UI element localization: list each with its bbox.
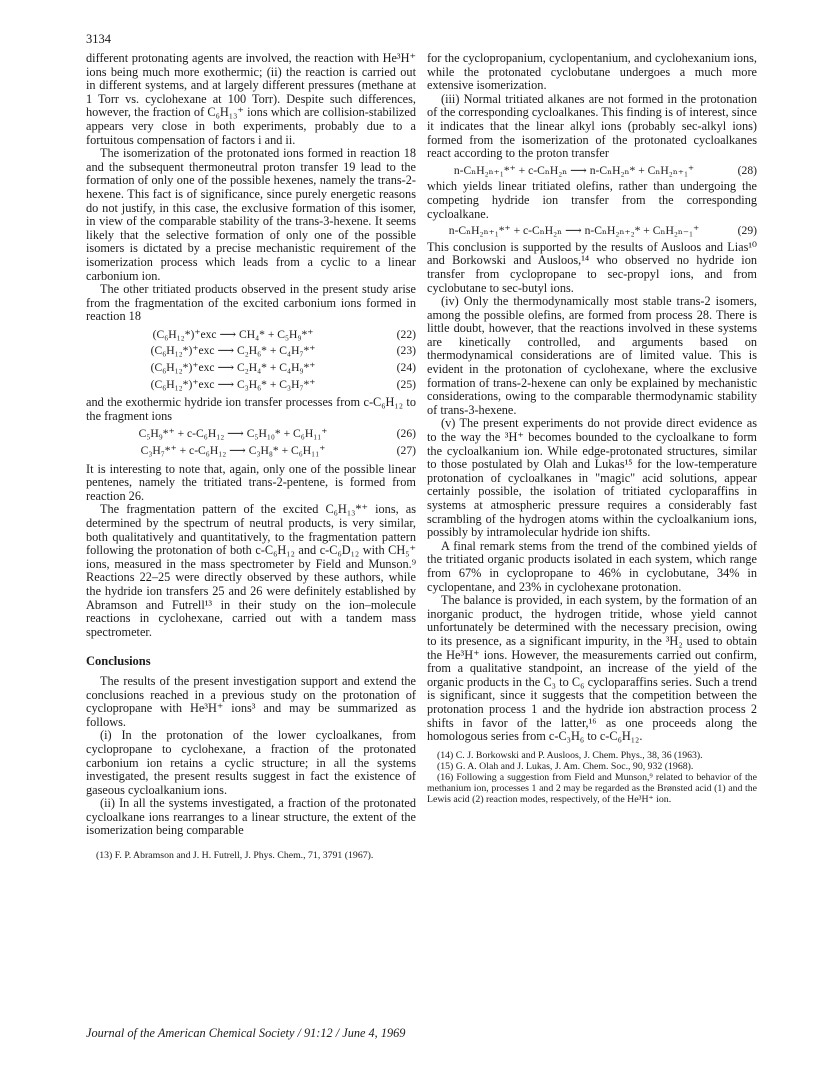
- journal-footer: Journal of the American Chemical Society / 91:12 / June 4, 1969: [86, 1026, 406, 1040]
- equation-expr: (C₆H₁₂*)⁺exc ⟶ C₃H₆* + C₃H₇*⁺: [150, 377, 316, 391]
- paragraph: (iii) Normal tritiated alkanes are not formed in the protonation of the corresponding cycloalkanes. This finding is of interest, since it indicates that the linear alkyl ions (probably sec-alkyl ions) formed from the isomerization of the protonated cycloalkanes react according to the proton transfer: [427, 91, 757, 161]
- paragraph: and the exothermic hydride ion transfer processes from c-C₆H₁₂ to the fragment ions: [86, 395, 416, 423]
- equation-number: (28): [737, 163, 757, 177]
- left-column: [86, 52, 416, 861]
- paragraph: (iv) Only the thermodynamically most stable trans-2 isomers, among the possible olefins, are formed from process 28. There is little doubt, however, that the reactions involved in these systems are kinetically controlled, and arguments based on thermodynamical considerations are of limited value. This is evident in the protonation of cyclohexane, where the exclusive formation of trans-2-hexene can only be explained by mechanistic considerations, owing to the comparable thermodynamic stability of trans-3-hexene.: [427, 294, 757, 417]
- equation-number: (23): [396, 344, 416, 358]
- equation: [427, 164, 757, 178]
- page-number: 3134: [86, 32, 111, 46]
- equation-number: (26): [396, 427, 416, 441]
- equation: [86, 427, 416, 441]
- equation-number: (29): [737, 224, 757, 238]
- paragraph: different protonating agents are involved, the reaction with He³H⁺ ions being much more exothermic; (ii) the reaction is carried out in different systems, and at largely different pressures (methane at 1 Torr vs. cyclohexane at 100 Torr). Despite such differences, however, the fraction of C₆H₁₃⁺ ions which are collision-stabilized appears very close in both experiments, probably due to a fortuitous compensation of factors i and ii.: [86, 51, 416, 147]
- footnote: (16) Following a suggestion from Field and Munson,⁹ related to behavior of the methanium ion, processes 1 and 2 may be regarded as the Brønsted acid (1) and the Lewis acid (2) reaction modes, respectively, of the He³H⁺ ion.: [427, 771, 757, 805]
- equation: [86, 361, 416, 375]
- equation: [427, 224, 757, 238]
- equation-expr: (C₆H₁₂*)⁺exc ⟶ C₂H₄* + C₄H₉*⁺: [150, 361, 316, 375]
- equation-number: (24): [396, 361, 416, 375]
- equation-expr: (C₆H₁₂*)⁺exc ⟶ C₂H₆* + C₄H₇*⁺: [150, 344, 316, 358]
- paragraph: It is interesting to note that, again, only one of the possible linear pentenes, namely the tritiated trans-2-pentene, is formed from reaction 26.: [86, 461, 416, 503]
- paragraph: A final remark stems from the trend of the combined yields of the tritiated organic products isolated in each system, which range from 67% in cyclopropane to 46% in cyclobutane, 34% in cyclopentane, and 23% in cyclohexane protonation.: [427, 538, 757, 594]
- paragraph: This conclusion is supported by the results of Ausloos and Lias¹⁰ and Borkowski and Ausloos,¹⁴ who observed no hydride ion transfer from cyclopropane to sec-propyl ions, and from cyclobutane to sec-butyl ions.: [427, 239, 757, 295]
- equation-expr: C₅H₉*⁺ + c-C₆H₁₂ ⟶ C₅H₁₀* + C₆H₁₁⁺: [138, 427, 328, 441]
- equation-expr: n-CₙH₂ₙ₊₁*⁺ + c-CₙH₂ₙ ⟶ n-CₙH₂ₙ* + CₙH₂ₙ₊₁⁺: [453, 163, 695, 177]
- equation-expr: (C₆H₁₂*)⁺exc ⟶ CH₄* + C₅H₉*⁺: [152, 327, 314, 341]
- paragraph: which yields linear tritiated olefins, rather than undergoing the competing hydride ion transfer from the corresponding cycloalkane.: [427, 179, 757, 221]
- equation-number: (25): [396, 377, 416, 391]
- paragraph: The fragmentation pattern of the excited C₆H₁₃*⁺ ions, as determined by the spectrum of neutral products, is very similar, both qualitatively and quantitatively, to the fragmentation pattern following the protonation of both c-C₆H₁₂ and c-C₆D₁₂ with CH₅⁺ ions, measured in the mass spectrometer by Field and Munson.⁹ Reactions 22–25 were directly observed by these authors, while the hydride ion transfers 25 and 26 were definitely established by Abramson and Futrell¹³ in their study on the ion–molecule reactions in cyclohexane, carried out with a tandem mass spectrometer.: [86, 502, 416, 639]
- paragraph: The balance is provided, in each system, by the formation of an inorganic product, the hydrogen tritide, whose yield cannot unfortunately be determined with the necessary precision, owing to its presence, as a significant impurity, in the ³H₂ used to obtain the He³H⁺ ions. However, the measurements carried out confirm, from a qualitative standpoint, an increase of the yield of the organic products in the C₃ to C₆ cycloparaffins series. Such a trend is significant, since it suggests that the competition between the protonation process 1 and the hydride ion abstraction process 2 shifts in favor of the latter,¹⁶ as one proceeds along the homologous series from c-C₃H₆ to c-C₆H₁₂.: [427, 593, 757, 744]
- right-column: [427, 52, 757, 805]
- equation-group-26-27: [86, 427, 416, 457]
- footnote: (15) G. A. Olah and J. Lukas, J. Am. Chem. Soc., 90, 932 (1968).: [437, 760, 694, 772]
- footnotes: [86, 850, 416, 861]
- section-heading: Conclusions: [86, 654, 151, 669]
- equation: [86, 444, 416, 458]
- paragraph: The other tritiated products observed in the present study arise from the fragmentation of the excited carbonium ions formed in reaction 18: [86, 282, 416, 324]
- equation-expr: C₃H₇*⁺ + c-C₆H₁₂ ⟶ C₃H₈* + C₆H₁₁⁺: [140, 444, 326, 458]
- paragraph: (v) The present experiments do not provide direct evidence as to the way the ³H⁺ becomes bounded to the cycloalkane to form the cycloalkanium ion. While edge-protonated structures, similar to those postulated by Olah and Lukas¹⁵ for the low-temperature protonation of cycloalkanes in "magic" acid solutions, appear certainly possible, the isolation of tritiated cycloparaffins in systems at atmospheric pressure requires a considerably fast scrambling of the hydrogen atoms within the cycloalkanium ions, possibly by intramolecular hydride ion shifts.: [427, 416, 757, 540]
- equation-number: (22): [396, 327, 416, 341]
- footnotes: [427, 750, 757, 805]
- paragraph: (i) In the protonation of the lower cycloalkanes, from cyclopropane to cyclohexane, a fraction of the protonated carbonium ion retains a cyclic structure; in all the systems investigated, the present results suggest in fact the existence of gaseous cycloalkanium ions.: [86, 728, 416, 797]
- equation: [86, 328, 416, 342]
- equation: [86, 344, 416, 358]
- paragraph: for the cyclopropanium, cyclopentanium, and cyclohexanium ions, while the protonated cyclobutane undergoes a much more extensive isomerization.: [427, 51, 757, 93]
- equation-expr: n-CₙH₂ₙ₊₁*⁺ + c-CₙH₂ₙ ⟶ n-CₙH₂ₙ₊₂* + CₙH₂ₙ₋₁⁺: [448, 224, 700, 238]
- paragraph: The results of the present investigation support and extend the conclusions reached in a previous study on the protonation of cyclopropane with He³H⁺ ions³ and may be summarized as follows.: [86, 673, 416, 729]
- footnote: (13) F. P. Abramson and J. H. Futrell, J. Phys. Chem., 71, 3791 (1967).: [96, 850, 374, 862]
- equation-group-22-25: [86, 328, 416, 391]
- equation: [86, 378, 416, 392]
- equation-number: (27): [396, 444, 416, 458]
- paragraph: (ii) In all the systems investigated, a fraction of the protonated cycloalkane ions rearranges to a linear structure, the extent of the isomerization being comparable: [86, 796, 416, 838]
- paragraph: The isomerization of the protonated ions formed in reaction 18 and the subsequent thermoneutral proton transfer 19 lead to the formation of only one of the possible hexenes, namely the trans-2-hexene. This fact is of significance, since purely energetic reasons do not justify, in this case, the exclusive formation of this isomer, in view of the comparable stability of the trans-3-hexene. It seems likely that the selective formation of only one of the possible isomers is dictated by a precise mechanistic requirement of the isomerization process which leads from a cyclic to a linear carbonium ion.: [86, 146, 416, 283]
- footnote: (14) C. J. Borkowski and P. Ausloos, J. Chem. Phys., 38, 36 (1963).: [437, 749, 703, 761]
